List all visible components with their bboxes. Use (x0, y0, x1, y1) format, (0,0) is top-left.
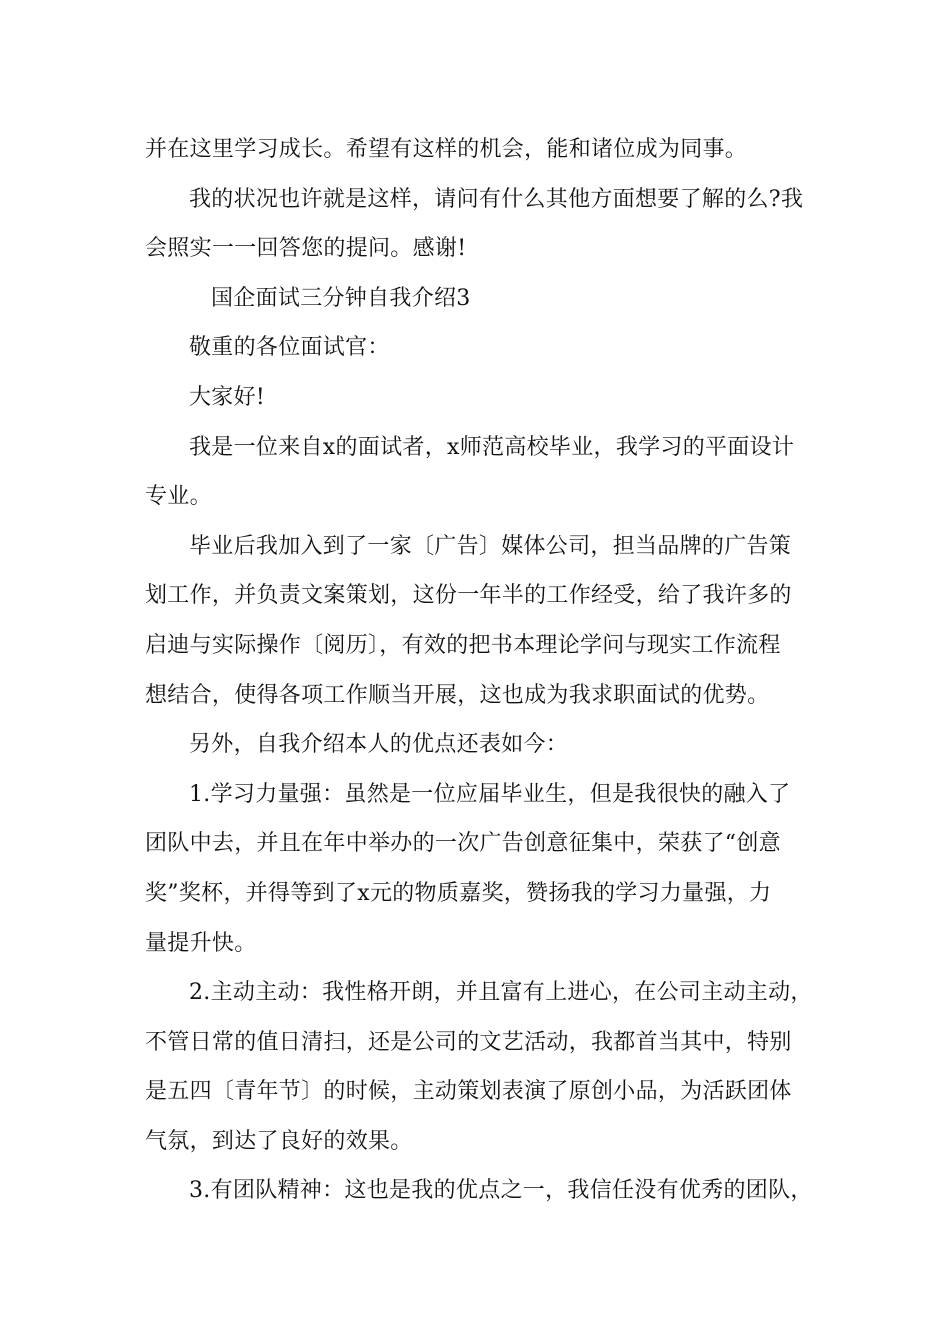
text-line: 会照实一一回答您的提问。感谢! (145, 236, 467, 262)
text-line: 大家好! (189, 384, 266, 410)
text-line: 想结合，使得各项工作顺当开展，这也成为我求职面试的优势。 (145, 682, 770, 708)
text-line: 专业。 (145, 484, 212, 510)
text-line: 毕业后我加入到了一家〔广告〕媒体公司，担当品牌的广告策 (189, 533, 792, 559)
text-line: 奖”奖杯，并得等到了x元的物质嘉奖，赞扬我的学习力量强，力 (145, 880, 772, 906)
text-line: 敬重的各位面试官： (189, 335, 390, 361)
list-item: 3.有团队精神：这也是我的优点之一，我信任没有优秀的团队， (189, 1178, 813, 1204)
text-line: 启迪与实际操作〔阅历〕，有效的把书本理论学问与现实工作流程 (145, 632, 781, 658)
document-page (145, 125, 813, 1216)
text-line: 气氛，到达了良好的效果。 (145, 1128, 413, 1154)
list-item: 2.主动主动：我性格开朗，并且富有上进心，在公司主动主动， (189, 980, 813, 1006)
text-line: 我的状况也许就是这样，请问有什么其他方面想要了解的么?我 (189, 186, 804, 212)
text-line: 划工作，并负责文案策划，这份一年半的工作经受，给了我许多的 (145, 583, 792, 609)
text-line: 我是一位来自x的面试者，x师范高校毕业，我学习的平面设计 (189, 434, 795, 460)
text-line: 团队中去，并且在年中举办的一次广告创意征集中，荣获了“创意 (145, 831, 781, 857)
list-item: 1.学习力量强：虽然是一位应届毕业生，但是我很快的融入了 (189, 781, 791, 807)
text-line: 另外，自我介绍本人的优点还表如今： (189, 732, 569, 758)
text-line: 并在这里学习成长。希望有这样的机会，能和诸位成为同事。 (145, 137, 748, 162)
text-line: 量提升快。 (145, 930, 257, 956)
text-line: 是五四〔青年节〕的时候，主动策划表演了原创小品，为活跃团体 (145, 1079, 792, 1105)
text-line: 不管日常的值日清扫，还是公司的文艺活动，我都首当其中，特别 (145, 1029, 792, 1055)
section-title: 国企面试三分钟自我介绍3 (211, 285, 471, 311)
